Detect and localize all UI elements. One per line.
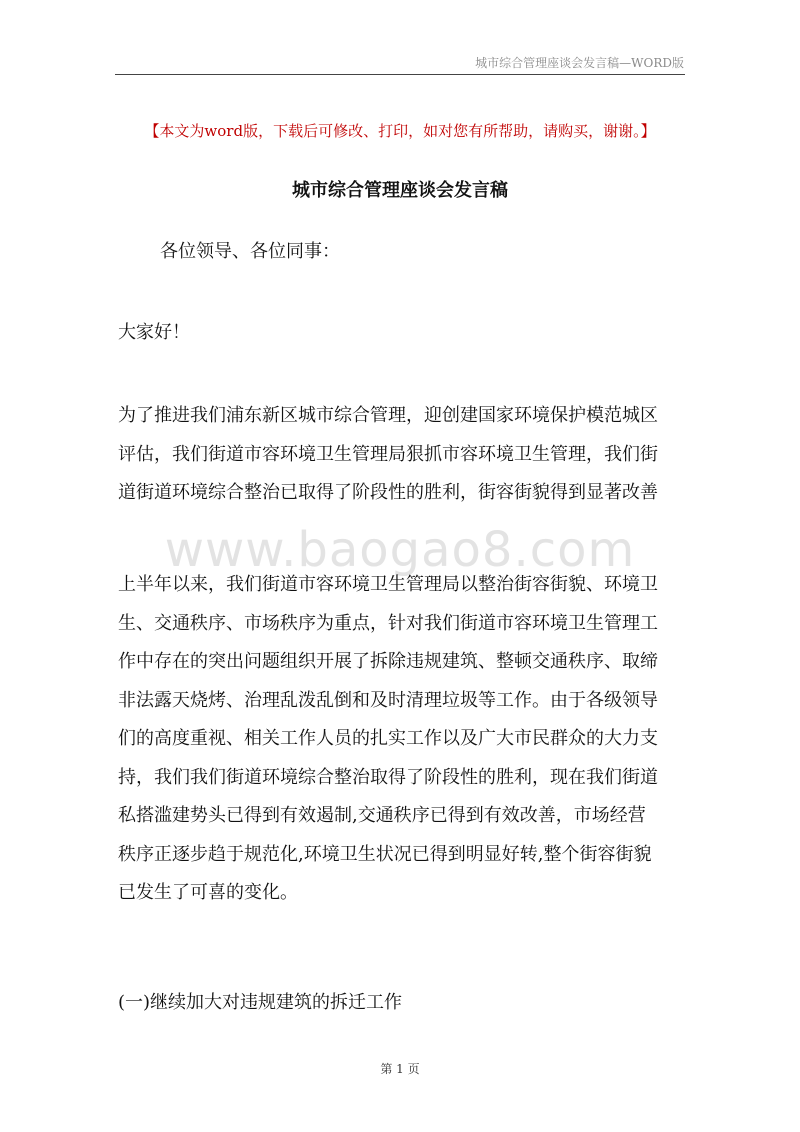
paragraph-line: 持，我们我们街道环境综合整治取得了阶段性的胜利，现在我们街道 <box>118 766 658 788</box>
paragraph-line: 秩序正逐步趋于规范化,环境卫生状况已得到明显好转,整个街容街貌 <box>118 843 652 865</box>
salutation-line: 大家好！ <box>118 322 190 343</box>
paragraph-progress <box>118 566 684 913</box>
paragraph-line: 们的高度重视、相关工作人员的扎实工作以及广大市民群众的大力支 <box>118 728 658 749</box>
paragraph-line: 道街道环境综合整治已取得了阶段性的胜利，街容街貌得到显著改善 <box>118 482 658 503</box>
paragraph-line: 已发生了可喜的变化。 <box>118 882 298 903</box>
paragraph-line: 评估，我们街道市容环境卫生管理局狠抓市容环境卫生管理，我们街 <box>118 443 658 465</box>
paragraph-line: 私搭滥建势头已得到有效遏制,交通秩序已得到有效改善，市场经营 <box>118 805 646 826</box>
document-title: 城市综合管理座谈会发言稿 <box>292 180 508 201</box>
header-divider <box>115 74 685 75</box>
running-header: 城市综合管理座谈会发言稿—WORD版 <box>475 56 684 70</box>
paragraph-line: 上半年以来，我们街道市容环境卫生管理局以整治街容街貌、环境卫 <box>118 574 658 595</box>
greeting-line: 各位领导、各位同事： <box>160 241 340 262</box>
watermark-text: www.baogao8.com <box>164 522 636 578</box>
paragraph-line: 非法露天烧烤、治理乱泼乱倒和及时清理垃圾等工作。由于各级领导 <box>118 689 658 711</box>
paragraph-intro <box>118 397 684 513</box>
paragraph-line: 作中存在的突出问题组织开展了拆除违规建筑、整顿交通秩序、取缔 <box>118 651 658 672</box>
paragraph-line: 为了推进我们浦东新区城市综合管理，迎创建国家环境保护模范城区 <box>118 405 658 426</box>
page-number: 第 1 页 <box>380 1062 420 1076</box>
section-heading: (一)继续加大对违规建筑的拆迁工作 <box>118 992 403 1013</box>
purchase-notice: 【本文为word版，下载后可修改、打印，如对您有所帮助，请购买，谢谢。】 <box>144 122 656 140</box>
paragraph-line: 生、交通秩序、市场秩序为重点，针对我们街道市容环境卫生管理工 <box>118 612 658 634</box>
